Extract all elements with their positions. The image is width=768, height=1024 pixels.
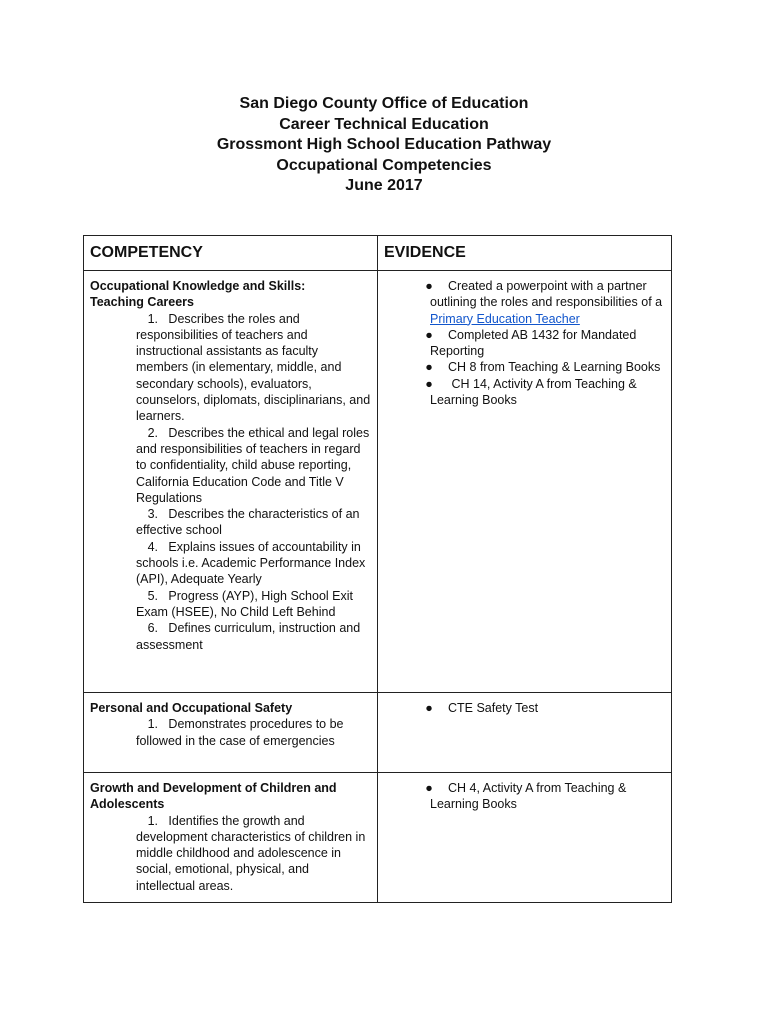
item-number: 1. — [147, 813, 158, 828]
list-item — [136, 813, 371, 894]
item-number: 2. — [147, 425, 158, 440]
competency-table — [83, 235, 672, 903]
table-header-row — [84, 236, 672, 271]
header-department: Career Technical Education — [279, 115, 489, 133]
competency-cell — [84, 773, 378, 903]
evidence-text: CH 8 from Teaching & Learning Books — [448, 360, 661, 375]
list-item — [136, 539, 371, 588]
header-pathway: Grossmont High School Education Pathway — [216, 136, 552, 154]
evidence-cell — [378, 773, 672, 903]
list-item — [136, 588, 371, 621]
table-row — [84, 271, 672, 693]
header-organization: San Diego County Office of Education — [239, 95, 529, 112]
list-item — [425, 700, 665, 716]
evidence-text: CH 14, Activity A from Teaching & Learning Books — [430, 376, 637, 408]
evidence-list — [384, 780, 665, 813]
evidence-cell — [378, 693, 672, 773]
competency-list — [90, 311, 371, 653]
bullet-icon: ● — [425, 360, 433, 375]
document-header — [0, 94, 768, 197]
section-title-line: Growth and Development of Children and — [90, 781, 337, 795]
item-text: Describes the roles and responsibilities of teachers and instructional assistants as faculty members (in elementary, middle, and secondary schools), evaluators, counselors, diplomats, disciplinarians, and learners. — [136, 311, 371, 424]
competency-cell — [84, 271, 378, 693]
primary-education-teacher-link[interactable]: Primary Education Teacher — [430, 311, 580, 326]
item-number: 4. — [147, 539, 158, 554]
evidence-cell — [378, 271, 672, 693]
evidence-text: CH 4, Activity A from Teaching & Learning Books — [430, 781, 627, 812]
table-row — [84, 693, 672, 773]
competency-list — [90, 716, 371, 749]
evidence-list — [384, 278, 665, 408]
item-text: Explains issues of accountability in schools i.e. Academic Performance Index (API), Adequate Yearly — [136, 539, 366, 587]
bullet-icon: ● — [425, 701, 433, 715]
bullet-icon: ● — [425, 327, 433, 342]
item-text: Describes the characteristics of an effective school — [136, 507, 360, 538]
item-number: 6. — [147, 621, 158, 636]
list-item — [425, 780, 665, 813]
list-item — [425, 359, 665, 375]
item-number: 1. — [147, 717, 158, 732]
section-title-line: Occupational Knowledge and Skills: — [90, 279, 306, 293]
item-text: Identifies the growth and development characteristics of children in middle childhood and adolescence in social, emotional, physical, and intellectual areas. — [136, 813, 366, 893]
section-title — [90, 780, 371, 813]
list-item — [425, 376, 665, 409]
competency-list — [90, 813, 371, 894]
bullet-icon: ● — [425, 376, 433, 391]
competency-column-header: COMPETENCY — [84, 236, 378, 271]
item-number: 3. — [147, 507, 158, 522]
competency-cell — [84, 693, 378, 773]
list-item — [136, 425, 371, 506]
section-title-line: Adolescents — [90, 797, 165, 812]
list-item — [136, 311, 371, 425]
header-date: June 2017 — [345, 177, 423, 195]
list-item — [425, 278, 665, 327]
list-item — [136, 620, 371, 653]
section-title-line: Teaching Careers — [90, 295, 194, 310]
list-item — [425, 327, 665, 360]
item-text: Progress (AYP), High School Exit Exam (HSEE), No Child Left Behind — [136, 588, 353, 619]
evidence-text: Completed AB 1432 for Mandated Reporting — [430, 327, 637, 359]
item-number: 1. — [147, 311, 158, 326]
bullet-icon: ● — [425, 279, 433, 293]
evidence-text: Created a powerpoint with a partner outlining the roles and responsibilities of a — [430, 279, 663, 310]
section-title: Personal and Occupational Safety — [90, 701, 293, 715]
table-row — [84, 773, 672, 903]
evidence-column-header: EVIDENCE — [378, 236, 672, 271]
item-text: Demonstrates procedures to be followed in the case of emergencies — [136, 717, 344, 748]
item-text: Defines curriculum, instruction and assessment — [136, 621, 361, 652]
list-item — [136, 506, 371, 539]
list-item — [136, 716, 371, 749]
bullet-icon: ● — [425, 781, 433, 795]
item-text: Describes the ethical and legal roles and responsibilities of teachers in regard to confidentiality, child abuse reporting, California Education Code and Title V Regulations — [136, 425, 370, 505]
section-title — [90, 278, 371, 311]
evidence-text: CTE Safety Test — [448, 701, 539, 715]
item-number: 5. — [147, 588, 158, 603]
header-title: Occupational Competencies — [276, 156, 492, 174]
evidence-list — [384, 700, 665, 716]
